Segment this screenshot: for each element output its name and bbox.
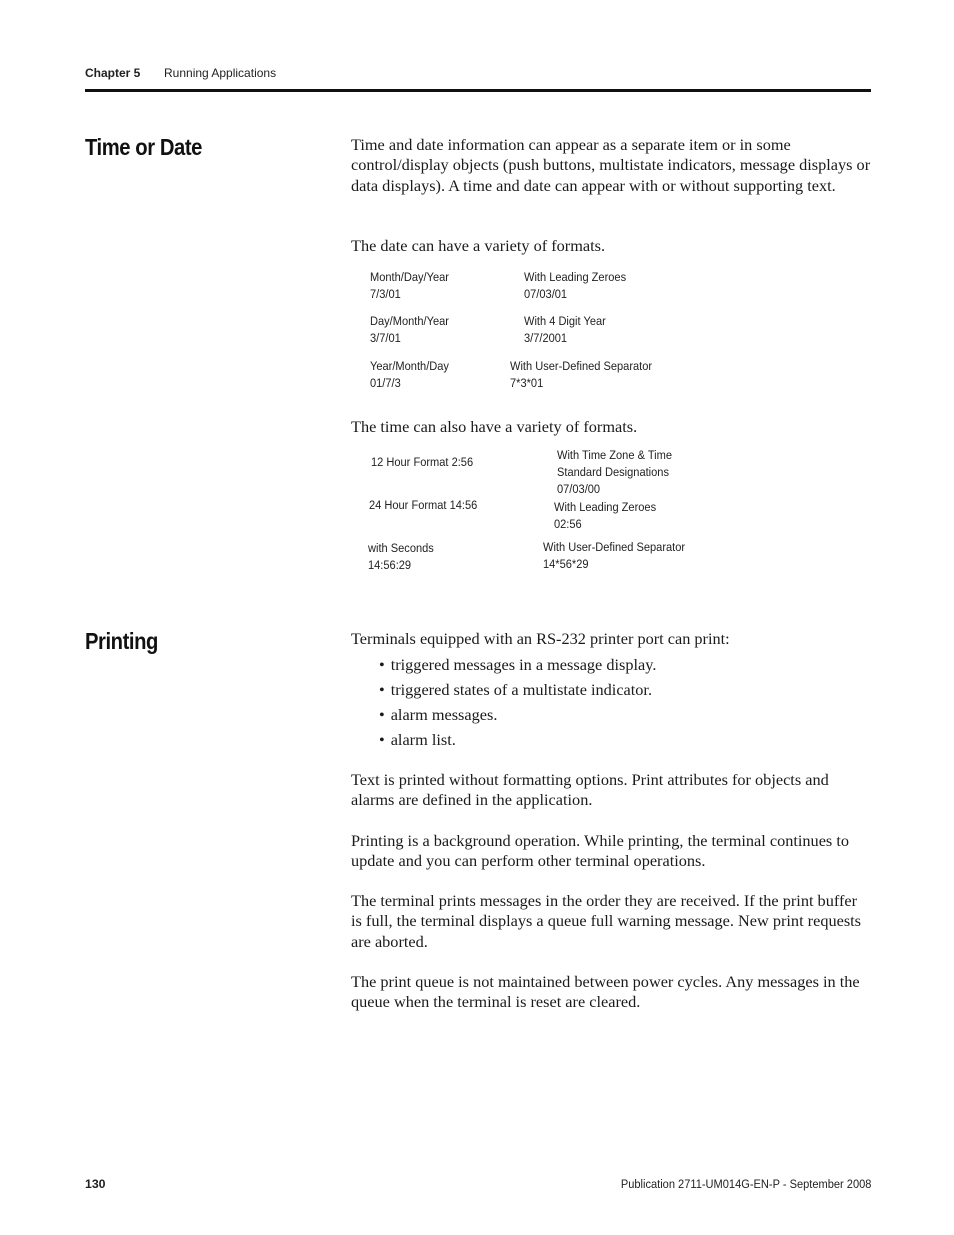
format-example: 14*56*29	[543, 557, 589, 571]
chapter-label: Chapter 5	[85, 66, 141, 80]
format-label: With Time Zone & Time	[557, 448, 673, 462]
section-label: Running Applications	[164, 66, 277, 80]
date-format-item	[510, 358, 652, 392]
list-item: • alarm messages.	[379, 702, 656, 727]
format-example: 07/03/01	[524, 287, 568, 301]
format-example: 07/03/00	[557, 482, 601, 496]
date-format-item	[370, 358, 449, 392]
printing-paragraph	[351, 891, 871, 952]
paragraph: The date can have a variety of formats.	[351, 236, 606, 255]
format-label: Day/Month/Year	[370, 314, 449, 328]
format-label: with Seconds	[368, 541, 434, 555]
date-format-item	[370, 313, 449, 347]
format-example: 7*3*01	[510, 376, 544, 390]
printing-intro	[351, 629, 871, 649]
list-item: • triggered states of a multistate indicator.	[379, 677, 656, 702]
format-label: With Leading Zeroes	[524, 270, 627, 284]
date-format-item	[524, 313, 606, 347]
paragraph: The terminal prints messages in the order they are received. If the print buffer is full, the terminal displays a queue full warning message. New print requests are aborted.	[351, 891, 862, 951]
format-label: Month/Day/Year	[370, 270, 449, 284]
heading-time-or-date: Time or Date	[85, 134, 202, 160]
header-rule	[85, 89, 871, 92]
date-format-item	[370, 269, 449, 303]
heading-printing: Printing	[85, 628, 158, 654]
format-example: 02:56	[554, 517, 582, 531]
format-label: With User-Defined Separator	[510, 359, 653, 373]
paragraph: Time and date information can appear as a separate item or in some control/display objects (push buttons, multistate indicators, message displays or data displays). A time and date can appear with or without supporting text.	[351, 135, 871, 195]
format-example: 7/3/01	[370, 287, 401, 301]
printing-paragraph	[351, 831, 871, 872]
time-format-item	[368, 540, 434, 574]
list-item: • triggered messages in a message display.	[379, 652, 656, 677]
format-label-line2: Standard Designations	[557, 465, 669, 479]
paragraph: Text is printed without formatting options. Print attributes for objects and alarms are defined in the application.	[351, 770, 829, 810]
printing-bullet-list	[379, 652, 656, 752]
format-example: 3/7/2001	[524, 331, 568, 345]
list-item: • alarm list.	[379, 727, 656, 752]
format-label: Year/Month/Day	[370, 359, 449, 373]
page-number: 130	[85, 1177, 106, 1191]
paragraph: The time can also have a variety of formats.	[351, 417, 638, 436]
format-example: 14:56:29	[368, 558, 412, 572]
time-format-item	[557, 447, 672, 498]
format-label: 12 Hour Format 2:56	[371, 455, 474, 469]
format-label: With 4 Digit Year	[524, 314, 606, 328]
printing-paragraph	[351, 770, 871, 811]
time-format-item	[543, 539, 685, 573]
format-label: With Leading Zeroes	[554, 500, 657, 514]
publication-info: Publication 2711-UM014G-EN-P - September 2008	[620, 1177, 871, 1191]
format-example: 01/7/3	[370, 376, 401, 390]
paragraph: Terminals equipped with an RS-232 printer port can print:	[351, 629, 730, 648]
date-format-item	[524, 269, 626, 303]
time-format-item	[371, 454, 473, 471]
time-intro	[351, 417, 871, 437]
time-format-item	[554, 499, 656, 533]
paragraph: Printing is a background operation. While printing, the terminal continues to update and you can perform other terminal operations.	[351, 831, 849, 871]
printing-paragraph	[351, 972, 871, 1013]
paragraph: The print queue is not maintained between power cycles. Any messages in the queue when the terminal is reset are cleared.	[351, 972, 860, 1012]
format-label: With User-Defined Separator	[543, 540, 686, 554]
format-label: 24 Hour Format 14:56	[369, 498, 478, 512]
format-example: 3/7/01	[370, 331, 401, 345]
time-format-item	[369, 497, 477, 514]
time-date-intro	[351, 135, 871, 196]
running-header	[85, 66, 277, 80]
date-intro	[351, 236, 871, 256]
